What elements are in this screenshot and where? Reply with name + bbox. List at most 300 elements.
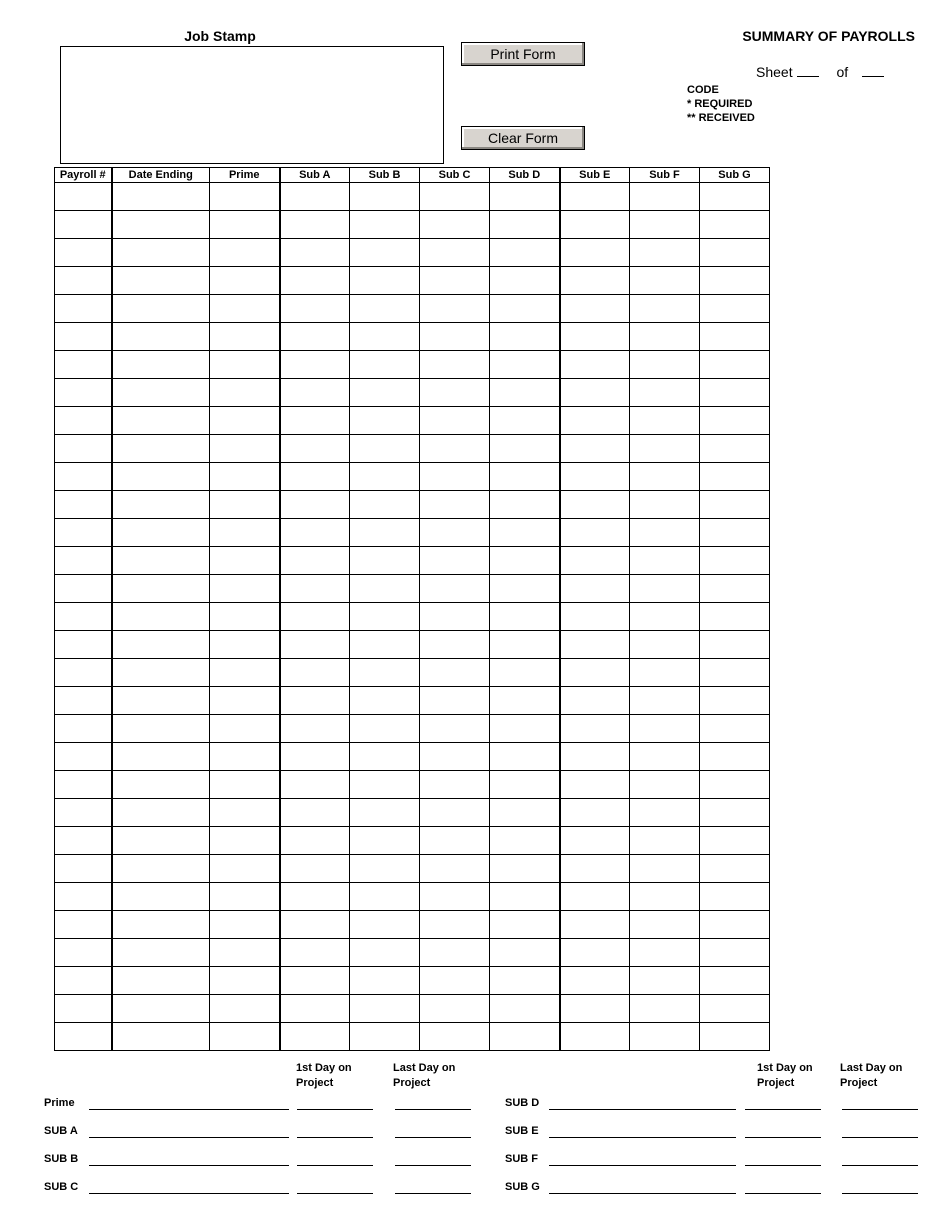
sub-c-last-day-field[interactable]: [395, 1193, 471, 1194]
table-cell[interactable]: [630, 323, 700, 351]
table-cell[interactable]: [630, 659, 700, 687]
table-cell[interactable]: [560, 239, 630, 267]
table-cell[interactable]: [420, 659, 490, 687]
table-cell[interactable]: [55, 911, 112, 939]
table-cell[interactable]: [560, 211, 630, 239]
table-cell[interactable]: [420, 855, 490, 883]
table-cell[interactable]: [560, 855, 630, 883]
table-cell[interactable]: [560, 631, 630, 659]
table-cell[interactable]: [280, 911, 350, 939]
table-cell[interactable]: [700, 519, 770, 547]
table-cell[interactable]: [210, 687, 280, 715]
table-cell[interactable]: [210, 771, 280, 799]
table-cell[interactable]: [55, 239, 112, 267]
table-cell[interactable]: [630, 771, 700, 799]
table-cell[interactable]: [210, 547, 280, 575]
table-cell[interactable]: [490, 631, 560, 659]
sub-f-first-day-field[interactable]: [745, 1165, 821, 1166]
table-cell[interactable]: [630, 995, 700, 1023]
table-cell[interactable]: [112, 407, 210, 435]
table-cell[interactable]: [280, 267, 350, 295]
table-cell[interactable]: [350, 211, 420, 239]
table-cell[interactable]: [560, 491, 630, 519]
table-cell[interactable]: [700, 939, 770, 967]
table-cell[interactable]: [210, 715, 280, 743]
table-cell[interactable]: [55, 295, 112, 323]
sub-f-last-day-field[interactable]: [842, 1165, 918, 1166]
table-cell[interactable]: [560, 183, 630, 211]
table-cell[interactable]: [280, 1023, 350, 1051]
table-cell[interactable]: [700, 855, 770, 883]
table-cell[interactable]: [55, 491, 112, 519]
table-cell[interactable]: [630, 239, 700, 267]
table-cell[interactable]: [112, 967, 210, 995]
table-cell[interactable]: [210, 995, 280, 1023]
table-cell[interactable]: [210, 799, 280, 827]
table-cell[interactable]: [350, 407, 420, 435]
table-cell[interactable]: [630, 407, 700, 435]
table-cell[interactable]: [420, 967, 490, 995]
sheet-number-field[interactable]: [797, 62, 819, 77]
table-cell[interactable]: [55, 379, 112, 407]
table-cell[interactable]: [490, 1023, 560, 1051]
table-cell[interactable]: [630, 687, 700, 715]
table-cell[interactable]: [700, 323, 770, 351]
table-cell[interactable]: [560, 379, 630, 407]
table-cell[interactable]: [280, 547, 350, 575]
table-cell[interactable]: [490, 827, 560, 855]
table-cell[interactable]: [210, 491, 280, 519]
table-cell[interactable]: [490, 239, 560, 267]
table-cell[interactable]: [420, 211, 490, 239]
table-cell[interactable]: [560, 995, 630, 1023]
table-cell[interactable]: [420, 407, 490, 435]
table-cell[interactable]: [112, 295, 210, 323]
table-cell[interactable]: [630, 939, 700, 967]
print-form-button[interactable]: Print Form: [461, 42, 585, 66]
table-cell[interactable]: [55, 575, 112, 603]
table-cell[interactable]: [420, 435, 490, 463]
table-cell[interactable]: [350, 743, 420, 771]
table-cell[interactable]: [490, 379, 560, 407]
table-cell[interactable]: [490, 295, 560, 323]
table-cell[interactable]: [630, 827, 700, 855]
table-cell[interactable]: [350, 771, 420, 799]
table-cell[interactable]: [112, 771, 210, 799]
table-cell[interactable]: [420, 547, 490, 575]
table-cell[interactable]: [350, 659, 420, 687]
table-cell[interactable]: [630, 491, 700, 519]
table-cell[interactable]: [280, 939, 350, 967]
table-cell[interactable]: [700, 407, 770, 435]
table-cell[interactable]: [560, 519, 630, 547]
table-cell[interactable]: [112, 323, 210, 351]
table-cell[interactable]: [630, 715, 700, 743]
table-cell[interactable]: [630, 463, 700, 491]
table-cell[interactable]: [280, 407, 350, 435]
table-cell[interactable]: [700, 183, 770, 211]
table-cell[interactable]: [210, 967, 280, 995]
table-cell[interactable]: [210, 1023, 280, 1051]
table-cell[interactable]: [210, 239, 280, 267]
table-cell[interactable]: [280, 715, 350, 743]
table-cell[interactable]: [560, 603, 630, 631]
table-cell[interactable]: [210, 827, 280, 855]
table-cell[interactable]: [700, 995, 770, 1023]
table-cell[interactable]: [490, 687, 560, 715]
table-cell[interactable]: [700, 603, 770, 631]
table-cell[interactable]: [420, 519, 490, 547]
table-cell[interactable]: [55, 939, 112, 967]
table-cell[interactable]: [350, 267, 420, 295]
table-cell[interactable]: [490, 771, 560, 799]
table-cell[interactable]: [630, 267, 700, 295]
table-cell[interactable]: [112, 631, 210, 659]
table-cell[interactable]: [280, 967, 350, 995]
table-cell[interactable]: [55, 687, 112, 715]
table-cell[interactable]: [350, 967, 420, 995]
table-cell[interactable]: [490, 519, 560, 547]
table-cell[interactable]: [280, 519, 350, 547]
table-cell[interactable]: [210, 211, 280, 239]
table-cell[interactable]: [112, 1023, 210, 1051]
table-cell[interactable]: [210, 183, 280, 211]
prime-last-day-field[interactable]: [395, 1109, 471, 1110]
table-cell[interactable]: [700, 267, 770, 295]
table-cell[interactable]: [112, 855, 210, 883]
table-cell[interactable]: [280, 995, 350, 1023]
table-cell[interactable]: [560, 967, 630, 995]
table-cell[interactable]: [55, 267, 112, 295]
table-cell[interactable]: [210, 323, 280, 351]
table-cell[interactable]: [210, 463, 280, 491]
table-cell[interactable]: [420, 631, 490, 659]
table-cell[interactable]: [280, 295, 350, 323]
table-cell[interactable]: [112, 799, 210, 827]
table-cell[interactable]: [700, 743, 770, 771]
table-cell[interactable]: [55, 407, 112, 435]
table-cell[interactable]: [112, 715, 210, 743]
sub-g-first-day-field[interactable]: [745, 1193, 821, 1194]
table-cell[interactable]: [560, 883, 630, 911]
table-cell[interactable]: [490, 183, 560, 211]
table-cell[interactable]: [700, 883, 770, 911]
table-cell[interactable]: [55, 603, 112, 631]
table-cell[interactable]: [55, 211, 112, 239]
table-cell[interactable]: [112, 883, 210, 911]
table-cell[interactable]: [350, 351, 420, 379]
table-cell[interactable]: [490, 799, 560, 827]
table-cell[interactable]: [420, 491, 490, 519]
table-cell[interactable]: [560, 575, 630, 603]
table-cell[interactable]: [55, 827, 112, 855]
table-cell[interactable]: [55, 547, 112, 575]
table-cell[interactable]: [420, 603, 490, 631]
table-cell[interactable]: [350, 295, 420, 323]
table-cell[interactable]: [700, 379, 770, 407]
table-cell[interactable]: [420, 883, 490, 911]
table-cell[interactable]: [420, 687, 490, 715]
table-cell[interactable]: [350, 379, 420, 407]
table-cell[interactable]: [560, 743, 630, 771]
table-cell[interactable]: [112, 659, 210, 687]
table-cell[interactable]: [350, 435, 420, 463]
table-cell[interactable]: [350, 827, 420, 855]
sub-f-name-field[interactable]: [549, 1165, 736, 1166]
table-cell[interactable]: [420, 575, 490, 603]
table-cell[interactable]: [420, 939, 490, 967]
sub-c-first-day-field[interactable]: [297, 1193, 373, 1194]
table-cell[interactable]: [55, 771, 112, 799]
table-cell[interactable]: [112, 463, 210, 491]
table-cell[interactable]: [280, 575, 350, 603]
prime-name-field[interactable]: [89, 1109, 289, 1110]
table-cell[interactable]: [280, 379, 350, 407]
table-cell[interactable]: [490, 659, 560, 687]
table-cell[interactable]: [112, 743, 210, 771]
sub-b-first-day-field[interactable]: [297, 1165, 373, 1166]
table-cell[interactable]: [560, 659, 630, 687]
table-cell[interactable]: [55, 883, 112, 911]
table-cell[interactable]: [700, 911, 770, 939]
table-cell[interactable]: [55, 967, 112, 995]
table-cell[interactable]: [630, 211, 700, 239]
table-cell[interactable]: [112, 239, 210, 267]
table-cell[interactable]: [55, 743, 112, 771]
table-cell[interactable]: [420, 463, 490, 491]
table-cell[interactable]: [280, 799, 350, 827]
table-cell[interactable]: [490, 603, 560, 631]
table-cell[interactable]: [112, 351, 210, 379]
table-cell[interactable]: [350, 519, 420, 547]
table-cell[interactable]: [560, 323, 630, 351]
table-cell[interactable]: [490, 883, 560, 911]
table-cell[interactable]: [490, 323, 560, 351]
table-cell[interactable]: [630, 1023, 700, 1051]
table-cell[interactable]: [55, 995, 112, 1023]
table-cell[interactable]: [112, 211, 210, 239]
table-cell[interactable]: [700, 575, 770, 603]
table-cell[interactable]: [420, 827, 490, 855]
table-cell[interactable]: [210, 267, 280, 295]
table-cell[interactable]: [700, 435, 770, 463]
table-cell[interactable]: [490, 911, 560, 939]
table-cell[interactable]: [112, 827, 210, 855]
table-cell[interactable]: [350, 1023, 420, 1051]
table-cell[interactable]: [630, 743, 700, 771]
sub-e-last-day-field[interactable]: [842, 1137, 918, 1138]
table-cell[interactable]: [630, 911, 700, 939]
table-cell[interactable]: [55, 351, 112, 379]
prime-first-day-field[interactable]: [297, 1109, 373, 1110]
table-cell[interactable]: [350, 491, 420, 519]
sub-b-name-field[interactable]: [89, 1165, 289, 1166]
table-cell[interactable]: [490, 463, 560, 491]
table-cell[interactable]: [490, 575, 560, 603]
table-cell[interactable]: [280, 491, 350, 519]
table-cell[interactable]: [490, 995, 560, 1023]
table-cell[interactable]: [350, 547, 420, 575]
sub-a-name-field[interactable]: [89, 1137, 289, 1138]
table-cell[interactable]: [350, 323, 420, 351]
sub-a-first-day-field[interactable]: [297, 1137, 373, 1138]
table-cell[interactable]: [560, 351, 630, 379]
table-cell[interactable]: [350, 631, 420, 659]
table-cell[interactable]: [630, 631, 700, 659]
table-cell[interactable]: [420, 771, 490, 799]
table-cell[interactable]: [55, 659, 112, 687]
sub-b-last-day-field[interactable]: [395, 1165, 471, 1166]
table-cell[interactable]: [560, 407, 630, 435]
table-cell[interactable]: [112, 603, 210, 631]
sub-c-name-field[interactable]: [89, 1193, 289, 1194]
table-cell[interactable]: [210, 435, 280, 463]
table-cell[interactable]: [420, 351, 490, 379]
table-cell[interactable]: [112, 435, 210, 463]
table-cell[interactable]: [350, 575, 420, 603]
table-cell[interactable]: [560, 267, 630, 295]
table-cell[interactable]: [490, 715, 560, 743]
table-cell[interactable]: [700, 211, 770, 239]
sub-d-first-day-field[interactable]: [745, 1109, 821, 1110]
table-cell[interactable]: [350, 855, 420, 883]
table-cell[interactable]: [560, 687, 630, 715]
table-cell[interactable]: [55, 463, 112, 491]
table-cell[interactable]: [55, 435, 112, 463]
sheet-total-field[interactable]: [862, 62, 884, 77]
sub-e-name-field[interactable]: [549, 1137, 736, 1138]
table-cell[interactable]: [700, 1023, 770, 1051]
table-cell[interactable]: [112, 547, 210, 575]
table-cell[interactable]: [560, 939, 630, 967]
table-cell[interactable]: [560, 827, 630, 855]
table-cell[interactable]: [210, 407, 280, 435]
table-cell[interactable]: [700, 967, 770, 995]
table-cell[interactable]: [280, 687, 350, 715]
table-cell[interactable]: [630, 547, 700, 575]
table-cell[interactable]: [560, 715, 630, 743]
sub-g-last-day-field[interactable]: [842, 1193, 918, 1194]
table-cell[interactable]: [55, 799, 112, 827]
table-cell[interactable]: [350, 715, 420, 743]
table-cell[interactable]: [490, 407, 560, 435]
table-cell[interactable]: [280, 463, 350, 491]
table-cell[interactable]: [112, 491, 210, 519]
table-cell[interactable]: [630, 799, 700, 827]
table-cell[interactable]: [350, 239, 420, 267]
table-cell[interactable]: [420, 323, 490, 351]
table-cell[interactable]: [210, 631, 280, 659]
table-cell[interactable]: [630, 855, 700, 883]
table-cell[interactable]: [280, 239, 350, 267]
table-cell[interactable]: [280, 323, 350, 351]
table-cell[interactable]: [700, 659, 770, 687]
table-cell[interactable]: [350, 183, 420, 211]
table-cell[interactable]: [420, 799, 490, 827]
table-cell[interactable]: [350, 603, 420, 631]
table-cell[interactable]: [210, 603, 280, 631]
table-cell[interactable]: [420, 379, 490, 407]
table-cell[interactable]: [55, 631, 112, 659]
table-cell[interactable]: [112, 911, 210, 939]
table-cell[interactable]: [630, 295, 700, 323]
table-cell[interactable]: [560, 435, 630, 463]
table-cell[interactable]: [55, 715, 112, 743]
table-cell[interactable]: [700, 827, 770, 855]
table-cell[interactable]: [112, 183, 210, 211]
table-cell[interactable]: [420, 239, 490, 267]
table-cell[interactable]: [490, 491, 560, 519]
table-cell[interactable]: [280, 771, 350, 799]
table-cell[interactable]: [700, 799, 770, 827]
table-cell[interactable]: [210, 575, 280, 603]
table-cell[interactable]: [560, 799, 630, 827]
table-cell[interactable]: [700, 631, 770, 659]
table-cell[interactable]: [630, 435, 700, 463]
table-cell[interactable]: [210, 911, 280, 939]
table-cell[interactable]: [490, 211, 560, 239]
table-cell[interactable]: [210, 351, 280, 379]
sub-e-first-day-field[interactable]: [745, 1137, 821, 1138]
table-cell[interactable]: [560, 295, 630, 323]
table-cell[interactable]: [280, 855, 350, 883]
table-cell[interactable]: [210, 855, 280, 883]
table-cell[interactable]: [490, 939, 560, 967]
table-cell[interactable]: [350, 939, 420, 967]
table-cell[interactable]: [280, 351, 350, 379]
table-cell[interactable]: [55, 855, 112, 883]
table-cell[interactable]: [560, 911, 630, 939]
table-cell[interactable]: [560, 547, 630, 575]
table-cell[interactable]: [350, 995, 420, 1023]
table-cell[interactable]: [490, 435, 560, 463]
table-cell[interactable]: [55, 1023, 112, 1051]
table-cell[interactable]: [700, 463, 770, 491]
table-cell[interactable]: [630, 519, 700, 547]
table-cell[interactable]: [210, 939, 280, 967]
table-cell[interactable]: [55, 519, 112, 547]
table-cell[interactable]: [700, 715, 770, 743]
table-cell[interactable]: [630, 183, 700, 211]
table-cell[interactable]: [420, 715, 490, 743]
sub-d-name-field[interactable]: [549, 1109, 736, 1110]
table-cell[interactable]: [210, 379, 280, 407]
table-cell[interactable]: [210, 883, 280, 911]
table-cell[interactable]: [490, 547, 560, 575]
table-cell[interactable]: [420, 295, 490, 323]
table-cell[interactable]: [280, 631, 350, 659]
job-stamp-box[interactable]: [60, 46, 444, 164]
table-cell[interactable]: [280, 883, 350, 911]
table-cell[interactable]: [420, 743, 490, 771]
table-cell[interactable]: [112, 575, 210, 603]
table-cell[interactable]: [112, 267, 210, 295]
table-cell[interactable]: [700, 295, 770, 323]
table-cell[interactable]: [280, 659, 350, 687]
table-cell[interactable]: [280, 603, 350, 631]
table-cell[interactable]: [420, 1023, 490, 1051]
sub-a-last-day-field[interactable]: [395, 1137, 471, 1138]
sub-d-last-day-field[interactable]: [842, 1109, 918, 1110]
table-cell[interactable]: [630, 575, 700, 603]
table-cell[interactable]: [112, 939, 210, 967]
table-cell[interactable]: [112, 379, 210, 407]
table-cell[interactable]: [350, 911, 420, 939]
table-cell[interactable]: [700, 491, 770, 519]
table-cell[interactable]: [210, 659, 280, 687]
table-cell[interactable]: [700, 771, 770, 799]
table-cell[interactable]: [560, 463, 630, 491]
